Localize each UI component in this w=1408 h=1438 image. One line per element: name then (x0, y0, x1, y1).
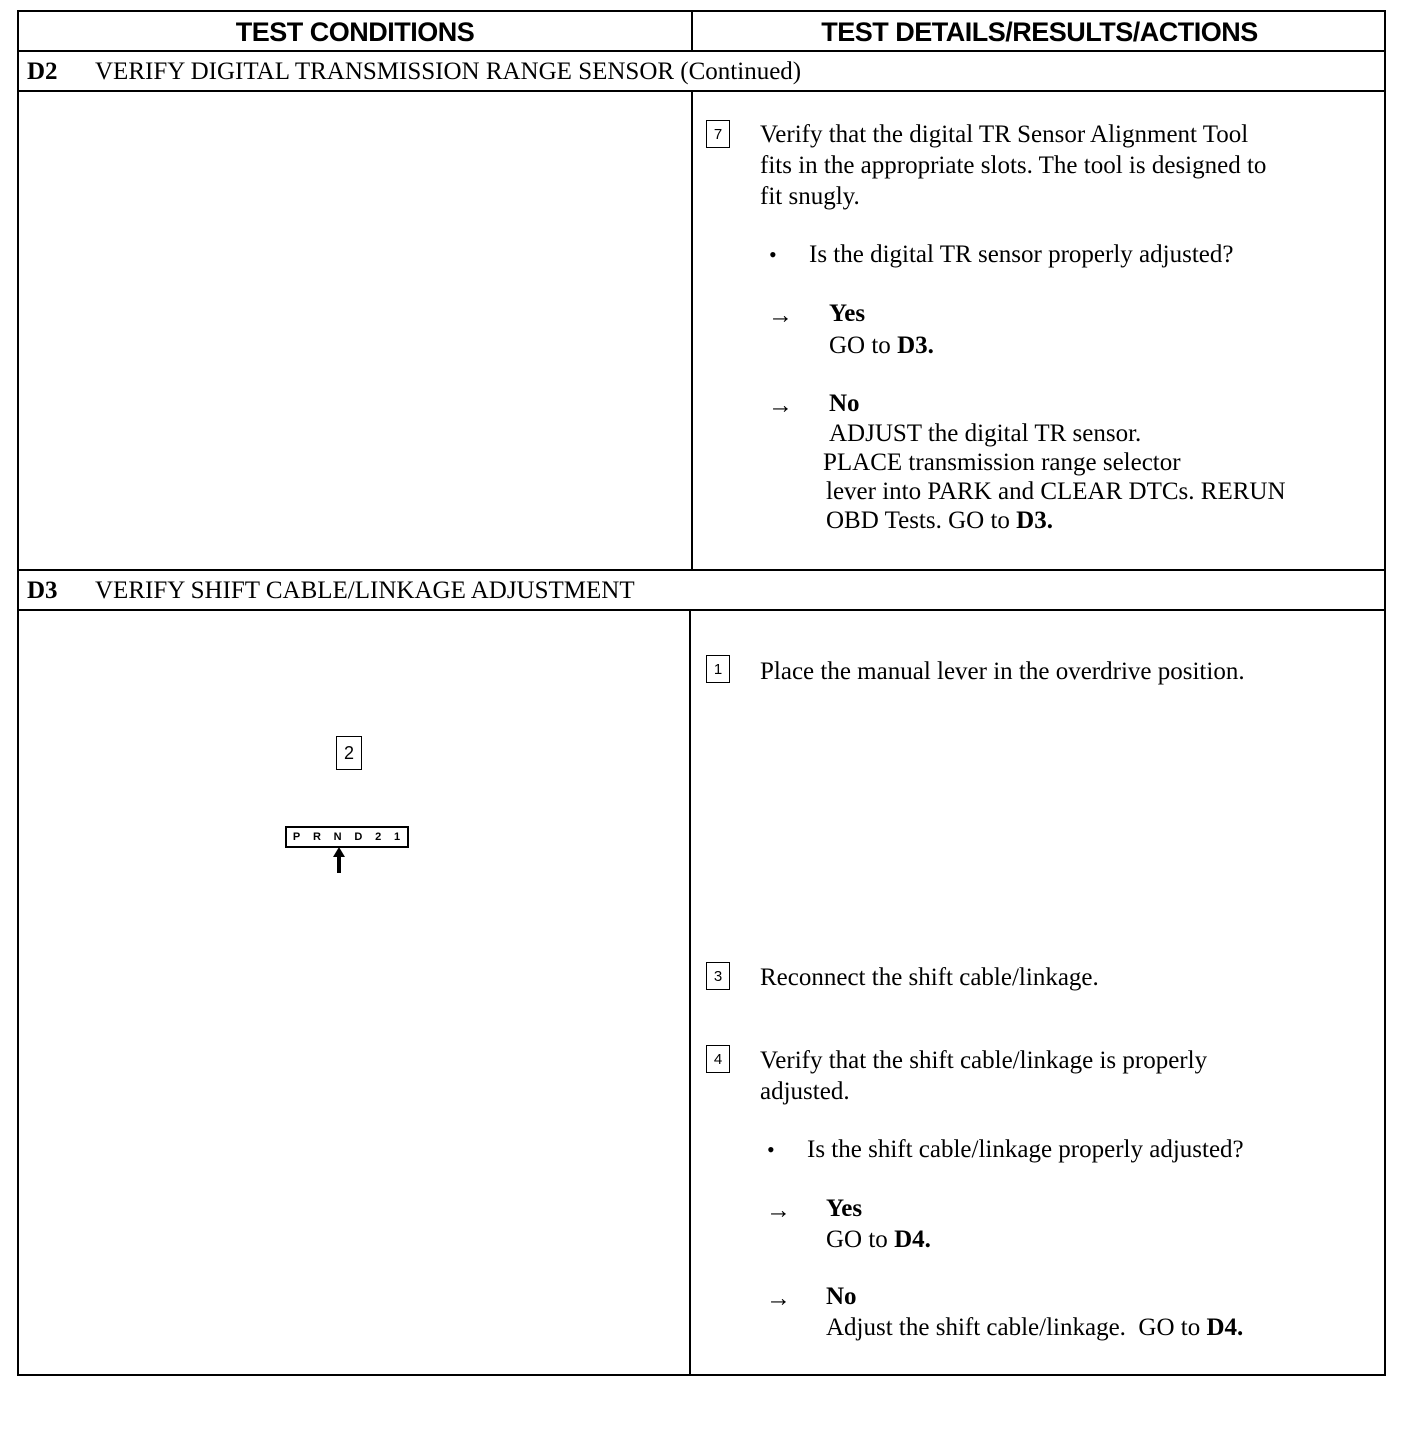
arrow-right-icon: → (766, 1197, 791, 1224)
step-number-box: 7 (706, 120, 730, 148)
answer-no-label: No (829, 390, 860, 417)
section-title-text: VERIFY SHIFT CABLE/LINKAGE ADJUSTMENT (95, 577, 635, 604)
gear-selector-indicator (285, 826, 409, 848)
text-line: Verify that the shift cable/linkage is properly (760, 1047, 1208, 1074)
column-divider (689, 609, 691, 1376)
column-divider (691, 90, 693, 569)
text-line: PLACE transmission range selector (823, 449, 1181, 476)
section-d3-title (27, 571, 635, 611)
text-line: fits in the appropriate slots. The tool is designed to (760, 152, 1267, 179)
answer-yes-action (826, 1225, 931, 1254)
gear-label: N (333, 831, 343, 843)
diagnostic-table (17, 10, 1386, 1376)
step-number-box: 1 (706, 655, 730, 683)
action-target: D4. (1206, 1314, 1244, 1341)
action-text: GO to (829, 332, 891, 359)
question-text: Is the shift cable/linkage properly adjusted? (807, 1136, 1244, 1163)
header-test-details: TEST DETAILS/RESULTS/ACTIONS (821, 16, 1258, 47)
column-divider (691, 12, 693, 50)
gear-label: R (312, 831, 322, 843)
text-line: adjusted. (760, 1078, 850, 1105)
action-text: Adjust the shift cable/linkage. GO to (826, 1314, 1201, 1341)
text-line: ADJUST the digital TR sensor. (829, 420, 1142, 447)
action-target: D4. (894, 1226, 931, 1253)
diagram-step-number-box: 2 (336, 736, 362, 770)
answer-no-label: No (826, 1283, 857, 1310)
answer-no-action (826, 1313, 1243, 1342)
bullet-icon: • (769, 242, 777, 267)
gear-label: 1 (393, 831, 402, 843)
action-text: GO to (826, 1226, 888, 1253)
step-3-text: Reconnect the shift cable/linkage. (760, 964, 1099, 991)
text-line (823, 506, 1286, 535)
action-target: D3. (897, 332, 934, 359)
answer-yes-label: Yes (826, 1195, 863, 1222)
question-text: Is the digital TR sensor properly adjusted? (809, 241, 1234, 268)
bullet-icon: • (767, 1137, 775, 1162)
arrow-up-icon (333, 847, 345, 873)
header-test-conditions: TEST CONDITIONS (235, 16, 475, 47)
gear-label: D (354, 831, 364, 843)
section-code: D2 (27, 58, 58, 85)
answer-no-action (823, 419, 1286, 535)
arrow-right-icon: → (766, 1285, 791, 1312)
section-d2-title (27, 52, 801, 92)
step-1-text: Place the manual lever in the overdrive position. (760, 658, 1245, 685)
text-line: fit snugly. (760, 183, 860, 210)
action-text: OBD Tests. GO to (826, 507, 1010, 534)
arrow-right-icon: → (768, 302, 793, 329)
answer-yes-label: Yes (829, 300, 866, 327)
section-title-text: VERIFY DIGITAL TRANSMISSION RANGE SENSOR (Continued) (95, 58, 802, 85)
step-number-box: 3 (706, 962, 730, 990)
gear-label: P (292, 831, 302, 843)
section-code: D3 (27, 577, 58, 604)
text-line: lever into PARK and CLEAR DTCs. RERUN (826, 478, 1286, 505)
text-line: Verify that the digital TR Sensor Alignment Tool (760, 121, 1249, 148)
step-7-text (760, 119, 1266, 212)
arrow-right-icon: → (768, 392, 793, 419)
step-number-box: 4 (706, 1045, 730, 1073)
gear-label: 2 (375, 831, 383, 843)
answer-yes-action (829, 331, 934, 360)
action-target: D3. (1016, 507, 1053, 534)
step-4-text (760, 1045, 1207, 1107)
